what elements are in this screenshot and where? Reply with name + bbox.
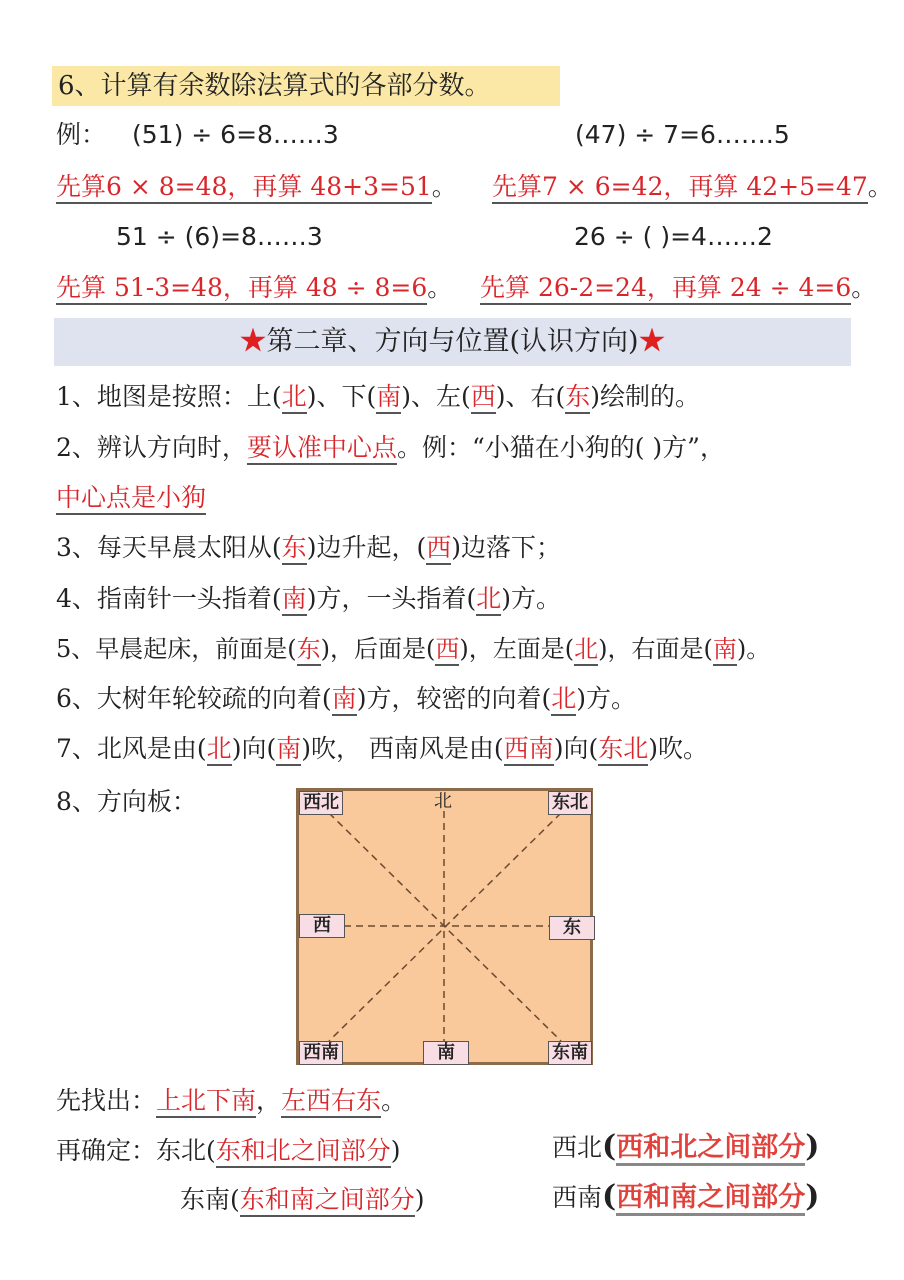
- board-label-south: 南: [423, 1041, 469, 1065]
- section-6-title: 6、计算有余数除法算式的各部分数。: [52, 66, 560, 106]
- item-5: 5、早晨起床，前面是(东)，后面是(西)，左面是(北)，右面是(南)。: [56, 632, 770, 666]
- example-1-equation: (51) ÷ 6=8……3: [132, 120, 339, 149]
- example-2-equation: (47) ÷ 7=6…….5: [575, 120, 790, 149]
- example-3-answer: 先算 51-3=48，再算 48 ÷ 8=6。: [56, 271, 452, 305]
- item-6: 6、大树年轮较疏的向着(南)方，较密的向着(北)方。: [56, 682, 636, 716]
- item-1: 1、地图是按照：上(北)、下(南)、左(西)、右(东)绘制的。: [56, 380, 700, 414]
- star-icon: ★: [638, 326, 666, 357]
- summary-confirm-southeast: 东南(东和南之间部分): [180, 1183, 425, 1217]
- item-7: 7、北风是由(北)向(南)吹， 西南风是由(西南)向(东北)吹。: [56, 732, 708, 766]
- board-label-northeast: 东北: [548, 791, 592, 815]
- summary-confirm-northeast: 再确定：东北(东和北之间部分): [56, 1134, 401, 1168]
- item-2: 2、辨认方向时，要认准中心点。例：“小猫在小狗的( )方”，: [56, 431, 725, 465]
- item-8: 8、方向板：: [56, 787, 197, 816]
- board-label-east: 东: [549, 916, 595, 940]
- example-4-equation: 26 ÷ ( )=4……2: [574, 222, 773, 251]
- example-3-equation: 51 ÷ (6)=8……3: [116, 222, 323, 251]
- item-3: 3、每天早晨太阳从(东)边升起，(西)边落下；: [56, 531, 561, 565]
- example-label: 例：: [56, 120, 107, 149]
- item-4: 4、指南针一头指着(南)方，一头指着(北)方。: [56, 582, 561, 616]
- summary-southwest: 西南(西和南之间部分): [552, 1179, 820, 1214]
- example-4-answer: 先算 26-2=24，再算 24 ÷ 4=6。: [480, 271, 876, 305]
- summary-find: 先找出：上北下南，左西右东。: [56, 1084, 406, 1118]
- board-label-southwest: 西南: [299, 1041, 343, 1065]
- board-label-northwest: 西北: [299, 791, 343, 815]
- item-2-answer: 中心点是小狗: [56, 481, 206, 515]
- chapter-heading: [54, 318, 851, 366]
- summary-northwest: 西北(西和北之间部分): [552, 1129, 820, 1164]
- board-label-southeast: 东南: [548, 1041, 592, 1065]
- example-1-answer: 先算6 × 8=48，再算 48+3=51。: [56, 170, 457, 204]
- example-2-answer: 先算7 × 6=42，再算 42+5=47。: [492, 170, 893, 204]
- chapter-title: 第二章、方向与位置(认识方向): [266, 326, 639, 357]
- direction-board: [296, 788, 593, 1065]
- star-icon: ★: [239, 326, 267, 357]
- board-label-north: 北: [434, 791, 452, 812]
- board-label-west: 西: [299, 914, 345, 938]
